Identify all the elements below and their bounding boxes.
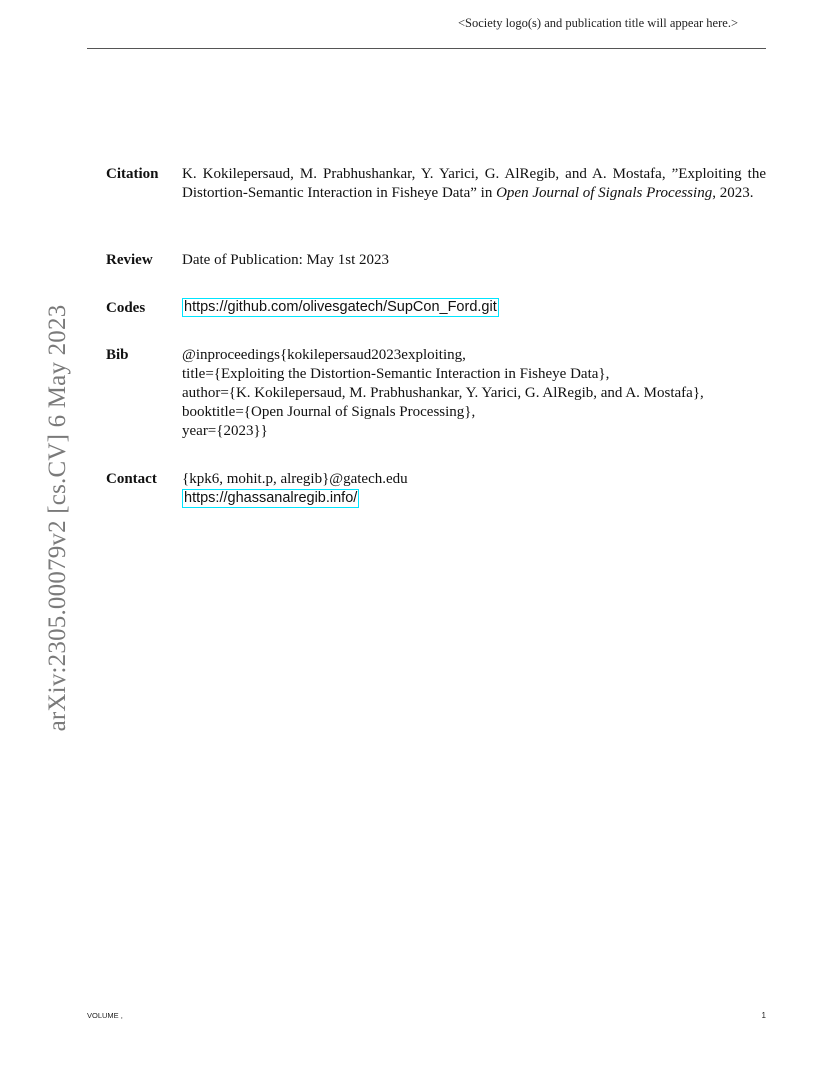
contact-label: Contact [106,471,157,487]
review-label: Review [106,252,153,268]
codes-value [182,298,766,317]
publication-title-placeholder: <Society logo(s) and publication title will appear here.> [458,16,738,30]
header-divider [87,48,766,49]
page-number: 1 [761,1011,766,1020]
contact-email: {kpk6, mohit.p, alregib}@gatech.edu [182,471,408,487]
review-date: Date of Publication: May 1st 2023 [182,252,390,268]
bib-label: Bib [106,347,129,363]
codes-label: Codes [106,300,146,316]
bibtex-line: @inproceedings{kokilepersaud2023exploiting, [182,347,466,363]
footer-volume: VOLUME , [87,1011,123,1020]
citation-text [182,165,766,203]
bibtex-line: year={2023}} [182,423,268,439]
bibtex-line: booktitle={Open Journal of Signals Processing}, [182,404,476,420]
arxiv-identifier-stamp: arXiv:2305.00079v2 [cs.CV] 6 May 2023 [44,304,71,732]
contact-website-link[interactable]: https://ghassanalregib.info/ [184,490,358,506]
bibtex-entry [182,346,766,441]
citation-label: Citation [106,166,159,182]
contact-value [182,470,766,508]
citation-title: ”Exploiting the Distortion-Semantic Interaction in Fisheye Data” in [182,166,766,201]
bibtex-line: title={Exploiting the Distortion-Semantic Interaction in Fisheye Data}, [182,366,610,382]
code-repository-link[interactable]: https://github.com/olivesgatech/SupCon_Ford.git [184,299,497,315]
citation-authors: K. Kokilepersaud, M. Prabhushankar, Y. Yarici, G. AlRegib, and A. Mostafa, [182,166,666,182]
citation-year: , 2023. [712,185,754,201]
citation-venue: Open Journal of Signals Processing [496,185,713,201]
bibtex-line: author={K. Kokilepersaud, M. Prabhushankar, Y. Yarici, G. AlRegib, and A. Mostafa}, [182,385,704,401]
